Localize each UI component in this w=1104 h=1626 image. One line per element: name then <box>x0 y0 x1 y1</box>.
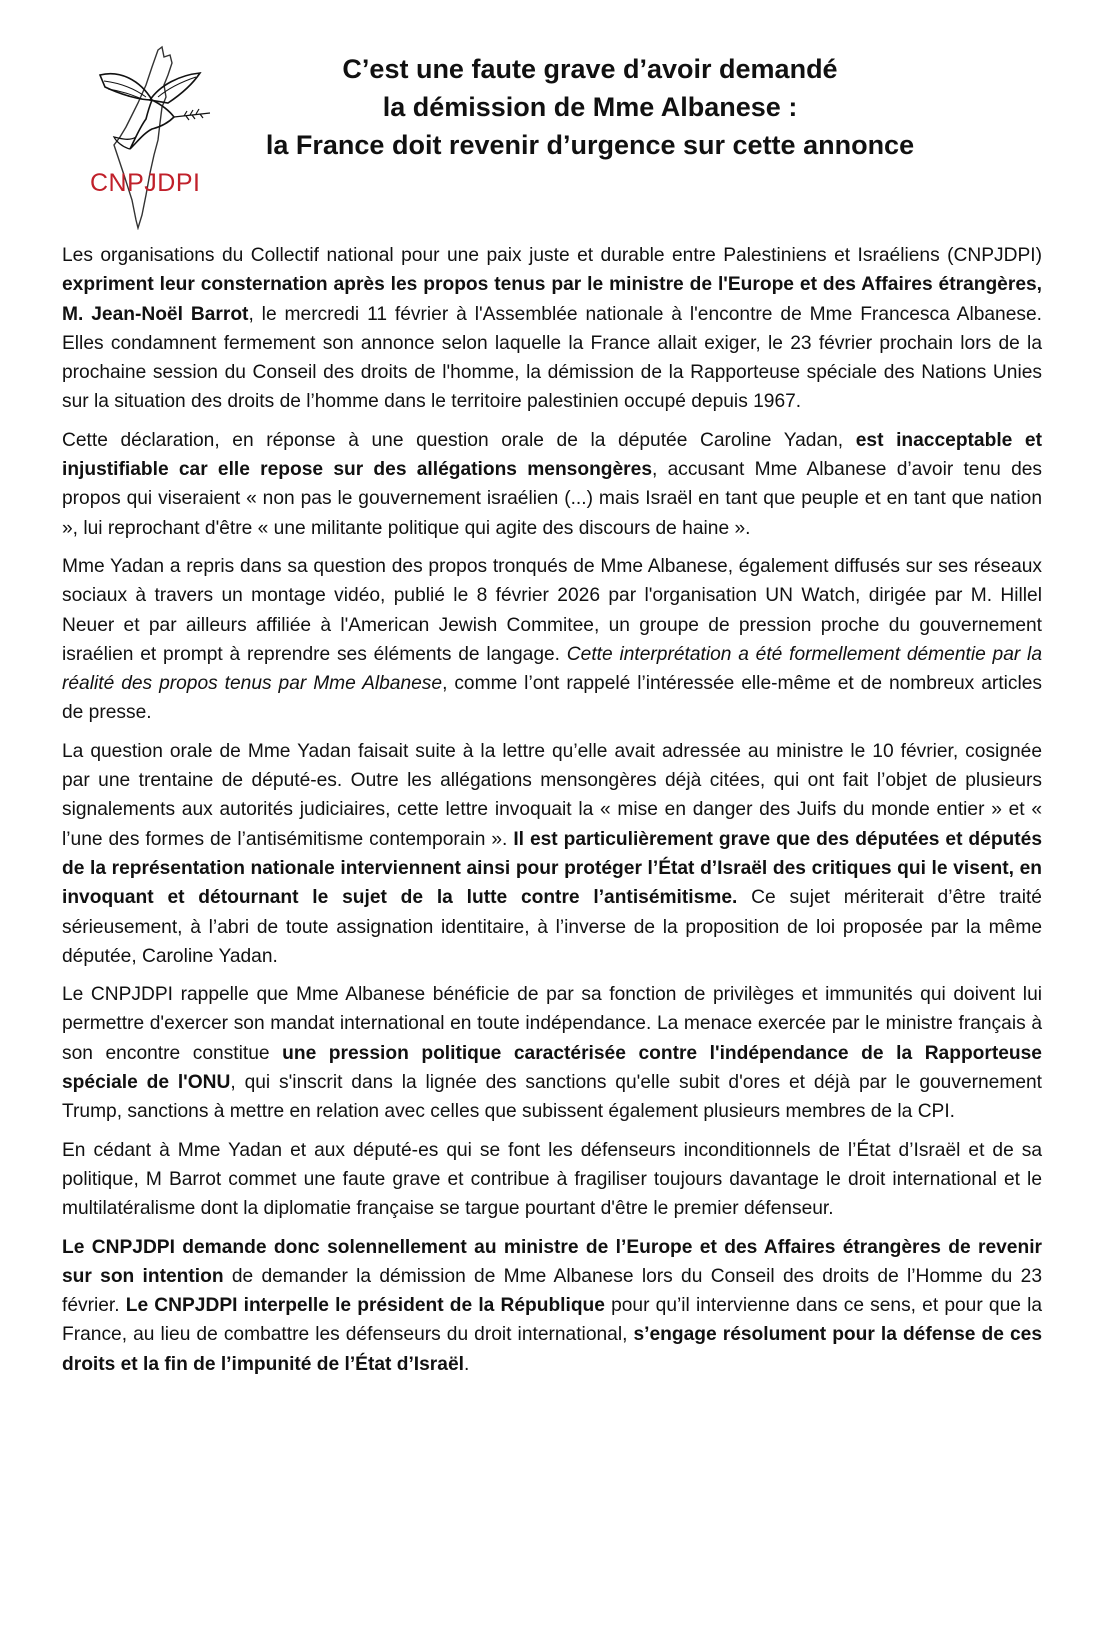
cnpjdpi-logo <box>80 45 220 230</box>
paragraph <box>62 426 1042 543</box>
paragraph <box>62 1136 1042 1224</box>
text-segment: Cette interprétation a été formellement démentie par la réalité des propos tenus par Mme Albanese <box>62 643 1042 695</box>
text-segment: s’engage résolument pour la défense de ces droits et la fin de l’impunité de l’État d’Israël <box>62 1324 1042 1375</box>
text-segment: , comme l’ont rappelé l’intéressée elle-même et de nombreux articles de presse. <box>62 673 1042 724</box>
paragraph <box>62 241 1042 417</box>
paragraph <box>62 1233 1042 1379</box>
document-header <box>0 0 1104 230</box>
text-segment: une pression politique caractérisée contre l'indépendance de la Rapporteuse spéciale de l'ONU <box>62 1042 1042 1094</box>
text-segment: , le mercredi 11 février à l'Assemblée nationale à l'encontre de Mme Francesca Albanese. Elles condamnent fermement son annonce selon laquelle la France allait exiger, le 23 février prochain lors de la prochaine session du Conseil des droits de l'homme, la démission de la Rapporteuse spéciale des Nations Unies sur la situation des droits de l’homme dans le territoire palestinien occupé depuis 1967. <box>62 303 1042 413</box>
text-segment: Les organisations du Collectif national pour une paix juste et durable entre Palestiniens et Israéliens (CNPJDPI) <box>62 245 1042 266</box>
text-segment: expriment leur consternation après les propos tenus par le ministre de l'Europe et des Affaires étrangères, M. Jean-Noël Barrot <box>62 274 1042 325</box>
title-line-2: la démission de Mme Albanese : <box>382 92 798 122</box>
dove-over-map-icon <box>80 45 220 230</box>
paragraph <box>62 552 1042 728</box>
text-segment: En cédant à Mme Yadan et aux député-es qui se font les défenseurs inconditionnels de l’État d’Israël et de sa politique, M Barrot commet une faute grave et contribue à fragiliser toujours davantage le droit international et le multilatéralisme dont la diplomatie française se targue pourtant d'être le premier défenseur. <box>62 1139 1042 1220</box>
text-segment: pour qu’il intervienne dans ce sens, et pour que la France, au lieu de combattre les défenseurs du droit international, <box>62 1295 1042 1346</box>
title-line-1: C’est une faute grave d’avoir demandé <box>342 54 838 84</box>
text-segment: Le CNPJDPI interpelle le président de la République <box>125 1295 605 1317</box>
text-segment: Ce sujet mériterait d’être traité sérieusement, à l’abri de toute assignation identitaire, à l’inverse de la proposition de loi proposée par la même députée, Caroline Yadan. <box>62 887 1042 967</box>
text-segment: Mme Yadan a repris dans sa question des propos tronqués de Mme Albanese, également diffusés sur ses réseaux sociaux à travers un montage vidéo, publié le 8 février 2026 par l'organisation UN Watch, dirigée par M. Hillel Neuer et par ailleurs affiliée à l'American Jewish Commitee, un groupe de pression proche du gouvernement israélien et prompt à reprendre ses éléments de langage. <box>62 555 1042 665</box>
text-segment: Le CNPJDPI demande donc solennellement au ministre de l’Europe et des Affaires étrangères de revenir sur son intention <box>62 1236 1042 1287</box>
logo-text: CNPJDPI <box>90 169 201 197</box>
text-segment: , qui s'inscrit dans la lignée des sanctions qu'elle subit d'ores et déjà par le gouvernement Trump, sanctions à mettre en relation avec celles que subissent également plusieurs membres de la CPI. <box>62 1072 1043 1123</box>
paragraph <box>62 980 1042 1126</box>
text-segment: est inacceptable et injustifiable car elle repose sur des allégations mensongères <box>62 429 1042 481</box>
text-segment: de demander la démission de Mme Albanese lors du Conseil des droits de l’Homme du 23 février. <box>62 1265 1042 1317</box>
text-segment: La question orale de Mme Yadan faisait suite à la lettre qu’elle avait adressée au ministre le 10 février, cosignée par une trentaine de député-es. Outre les allégations mensongères déjà citées, qui ont fait l’objet de plusieurs signalements aux autorités judiciaires, cette lettre invoquait la « mise en danger des Juifs du monde entier » et « l’une des formes de l’antisémitisme contemporain ». <box>62 740 1042 850</box>
title-line-3: la France doit revenir d’urgence sur cette annonce <box>265 130 915 160</box>
text-segment: . <box>463 1353 470 1375</box>
text-segment: Cette déclaration, en réponse à une question orale de la députée Caroline Yadan, <box>62 429 856 451</box>
document-body <box>62 241 1042 1388</box>
text-segment: , accusant Mme Albanese d’avoir tenu des propos qui viseraient « non pas le gouvernement israélien (...) mais Israël en tant que peuple et en tant que nation », lui reprochant d'être « une militante politique qui agite des discours de haine ». <box>62 459 1043 539</box>
paragraph <box>62 737 1042 971</box>
page-title <box>230 50 950 164</box>
text-segment: Il est particulièrement grave que des députées et députés de la représentation nationale interviennent ainsi pour protéger l’État d’Israël des critiques qui le visent, en invoquant et détournant le sujet de la lutte contre l’antisémitisme. <box>62 828 1042 909</box>
text-segment: Le CNPJDPI rappelle que Mme Albanese bénéficie de par sa fonction de privilèges et immunités qui doivent lui permettre d'exercer son mandat international en toute indépendance. La menace exercée par le ministre français à son encontre constitue <box>62 984 1042 1064</box>
